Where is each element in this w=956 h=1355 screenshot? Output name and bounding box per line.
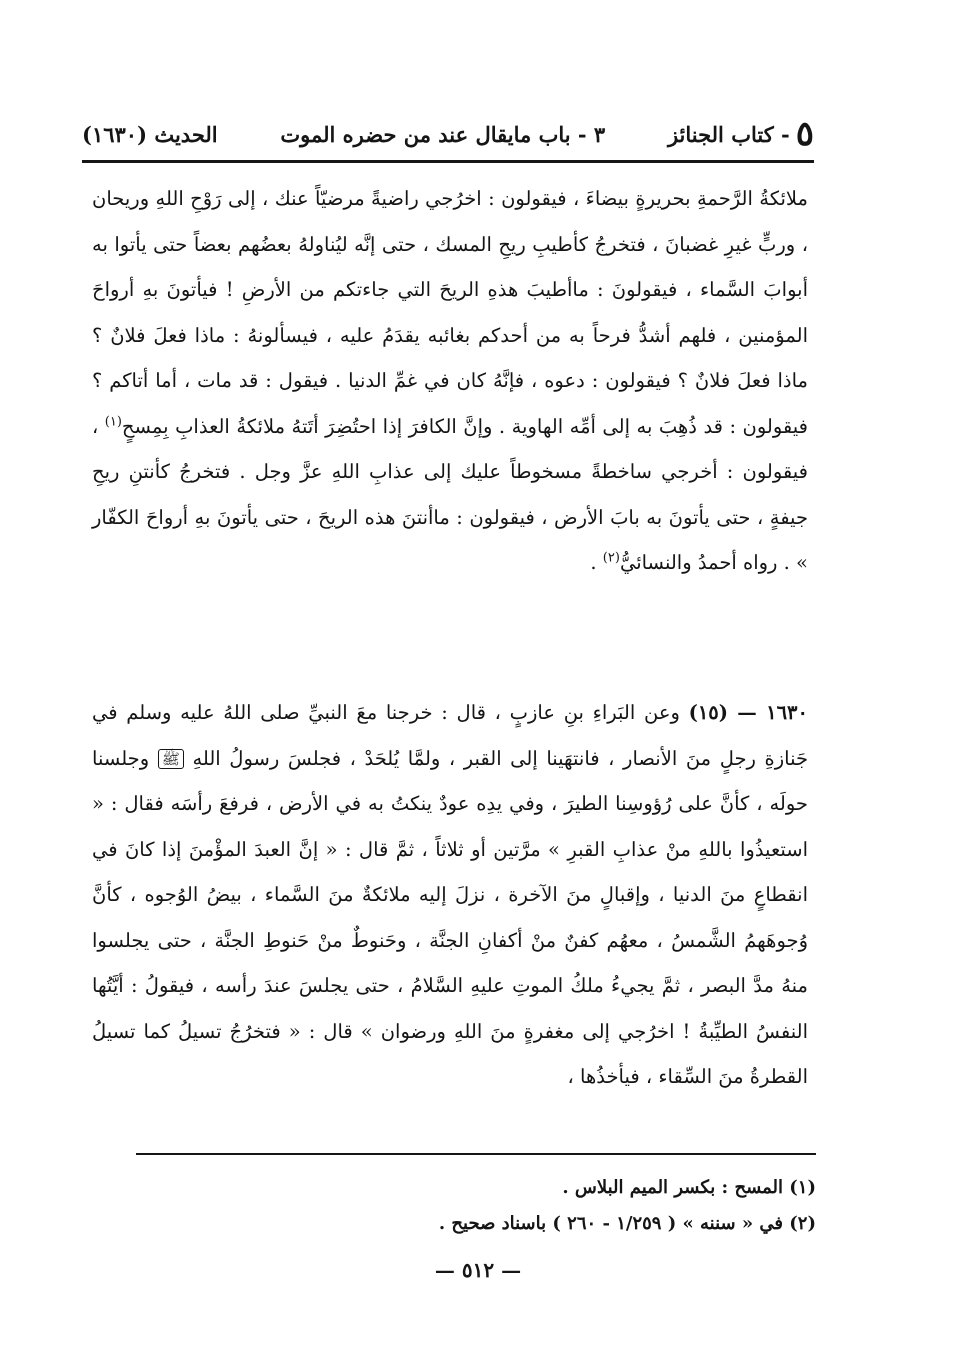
footnote-1: (١) المسح : بكسر الميم البلاس . — [562, 1177, 816, 1198]
hadith-reference: الحديث (١٦٣٠) — [82, 121, 218, 147]
paragraph-2-text-b: وجلسنا حولَه ، كأنَّ على رُؤوسِنا الطيرَ ، وفي يدِه عودٌ ينكتُ به في الأرض ، فرفعَ رأسَه فقال : « استعيذُوا باللهِ منْ عذابِ القبرِ » مرَّتين أو ثلاثاً ، ثمَّ قال : « إنَّ العبدَ المؤْمنَ إذا كانَ في انقطاعٍ منَ الدنيا ، وإقبالٍ منَ الآخرة ، نزلَ إليه ملائكةٌ منَ السَّماء ، بيضُ الوُجوه ، كأنَّ وُجوهَهمُ الشَّمسُ ، معهُم كفنٌ منْ أكفانِ الجنَّة ، وحَنوطٌ منْ حَنوطِ الجنَّة ، حتى يجلسوا منهُ مدَّ البصر ، ثمَّ يجيءُ ملكُ الموتِ عليهِ السَّلامُ ، حتى يجلسَ عندَ رأسه ، فيقولُ : أيَّتُها النفسُ الطيِّبةُ ! اخرُجي إلى مغفرةٍ منَ اللهِ ورضوان » قال : « فتخرُجُ تسيلُ كما تسيلُ القطرةُ منَ السِّقاء ، فيأخذُها ، — [92, 746, 808, 1088]
chapter-title: ٣ - باب مايقال عند من حضره الموت — [280, 121, 606, 147]
footnote-separator — [136, 1153, 816, 1155]
footnote-2: (٢) في « سننه » ( ١/٢٥٩ - ٢٦٠ ) باسناد صحيح . — [438, 1213, 816, 1234]
main-text-block-2 — [92, 690, 808, 1100]
hadith-number: ١٦٣٠ — (١٥) — [688, 701, 808, 724]
book-title-text: - كتاب الجنائز — [667, 121, 790, 147]
paragraph-1-end: . — [590, 551, 597, 574]
paragraph-1-text: ملائكةُ الرَّحمةِ بحريرةٍ بيضاءَ ، فيقولون : اخرُجي راضيةً مرضيّاً عنك ، إلى رَوْحِ اللهِ وريحان ، وربٍّ غيرِ غضبانَ ، فتخرجُ كأطيبِ ريحِ المسك ، حتى إنَّه ليُناولهُ بعضُهم بعضاً حتى يأتوا به أبوابَ السَّماء ، فيقولونَ : ماأطيبَ هذهِ الريحَ التي جاءتكم من الأرضِ ! فيأتونَ بهِ أرواحَ المؤمنين ، فلهم أشدُّ فرحاً به من أحدكم بغائبه يقدَمُ عليه ، فيسألونهُ : ماذا فعلَ فلانٌ ؟ ماذا فعلَ فلانٌ ؟ فيقولون : دعوه ، فإنَّهُ كان في غمِّ الدنيا . فيقول : قد مات ، أما أتاكم ؟ فيقولون : قد ذُهِبَ به إلى أمِّه الهاوية . وإنَّ الكافرَ إذا احتُضِرَ أتَتهُ ملائكةُ العذابِ بِمِسحٍ — [92, 187, 808, 438]
footnote-ref-2: (٢) — [602, 550, 620, 566]
book-number: ٥ — [795, 114, 814, 154]
book-title — [667, 114, 814, 154]
paragraph-2 — [92, 690, 808, 1100]
footnote-ref-1: (١) — [104, 414, 122, 429]
paragraph-1-continued: ، فيقولون : أخرجي ساخطةً مسخوطاً عليك إلى عذابِ اللهِ عزَّ وجل . فتخرجُ كأنتنِ ريحِ جيفةٍ ، حتى يأتونَ به بابَ الأرض ، فيقولون : ماأنتنَ هذه الريحَ ، حتى يأتونَ بهِ أرواحَ الكفّار » . رواه أحمدُ والنسائيُّ — [92, 414, 808, 574]
paragraph-2-text-a: وعن البَراءِ بنِ عازبٍ ، قال : خرجنا معَ النبيِّ صلى اللهُ عليه وسلم في جَنازةِ رجلٍ منَ الأنصار ، فانتهَينا إلى القبر ، ولمَّا يُلحَدْ ، فجلسَ رسولُ اللهِ — [92, 701, 809, 770]
paragraph-1 — [92, 176, 808, 586]
blessing-glyph: ﷺ — [158, 749, 184, 769]
main-text-block-1 — [92, 176, 808, 586]
running-header — [82, 108, 814, 163]
page-number: — ٥١٢ — — [434, 1258, 522, 1282]
footnotes — [136, 1170, 816, 1242]
